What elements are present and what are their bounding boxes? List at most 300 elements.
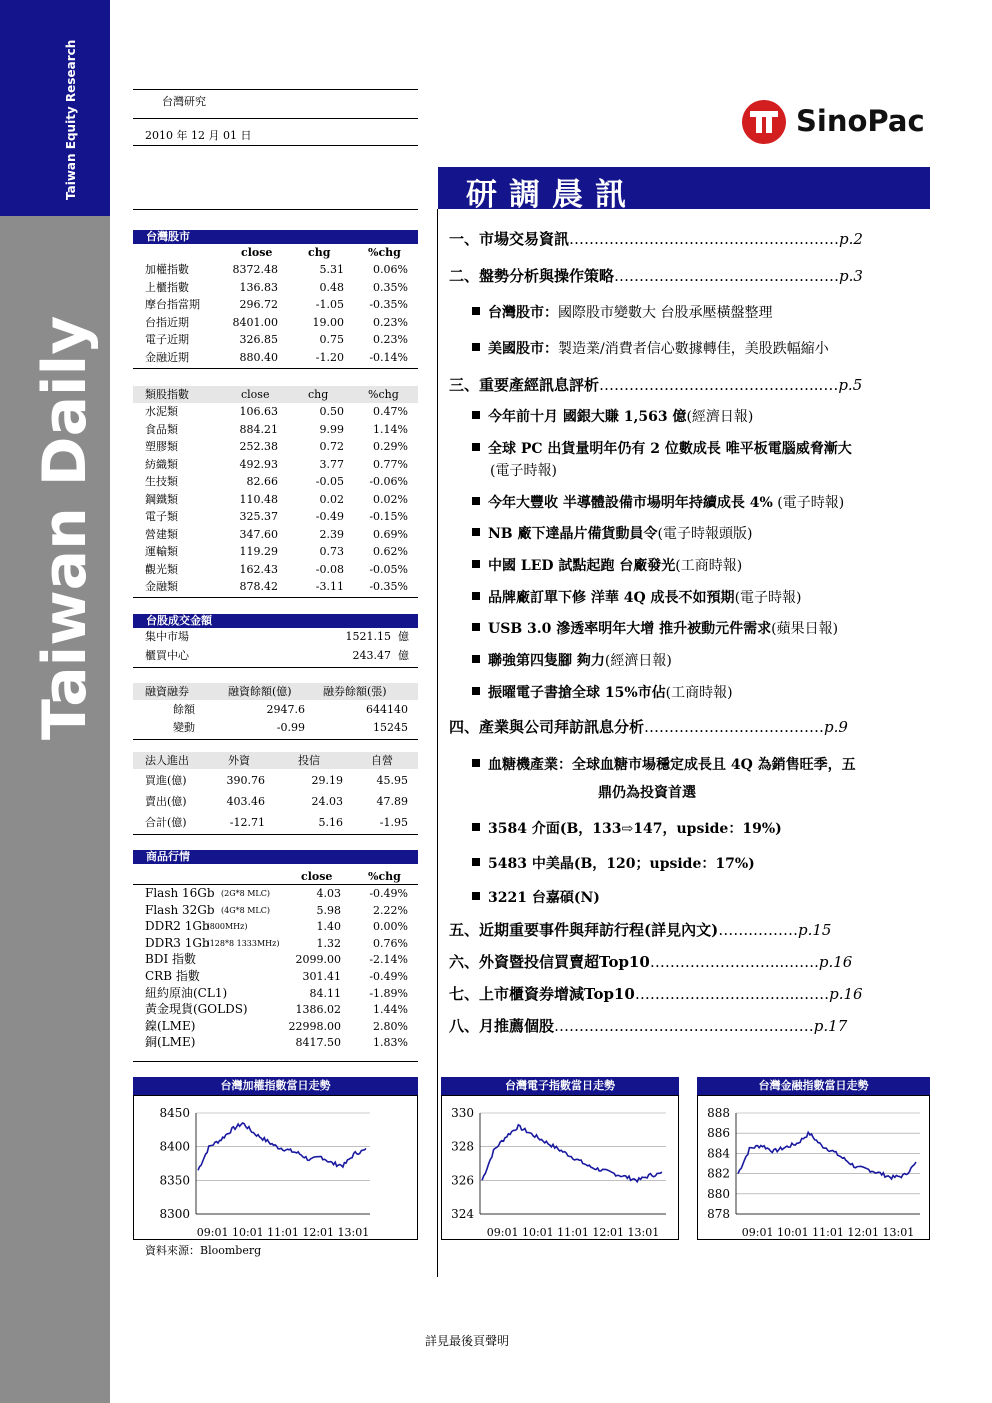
col-a: 融資餘額(億) (228, 685, 292, 698)
row-pct: -0.14% (369, 350, 408, 364)
row-close: 2099.00 (295, 953, 341, 967)
row-pct: -0.35% (369, 580, 408, 593)
y-tick-label: 882 (707, 1166, 730, 1181)
row-chg: 0.48 (319, 280, 344, 294)
taiwan-market-row (133, 296, 418, 313)
row-name: 食品類 (145, 422, 178, 436)
bullet-bold: 5483 中美晶(B，120；upside：17%) (488, 856, 755, 872)
row-name: 餘額 (173, 703, 195, 716)
row-b: 29.19 (311, 774, 343, 787)
row-chg: -1.05 (315, 298, 344, 311)
bullet-bold: 台灣股市： (488, 305, 558, 321)
bullet-item (472, 302, 772, 322)
commodities-heading: 商品行情 (133, 850, 418, 864)
y-tick-label: 326 (451, 1173, 474, 1188)
bullet-continuation: 鼎仍為投資首選 (598, 785, 696, 801)
row-close: 8401.00 (232, 315, 278, 329)
row-close: 884.21 (239, 422, 278, 436)
row-name: BDI 指數 (145, 952, 196, 967)
sector-row (133, 473, 418, 490)
bullet-item (472, 650, 672, 670)
row-close: 252.38 (239, 440, 278, 453)
col-name: 類股指數 (145, 388, 189, 401)
bullet-square-icon (472, 343, 480, 351)
bullet-square-icon (472, 892, 480, 900)
chart-taiex (133, 1095, 418, 1240)
row-name: 紐約原油(CL1) (145, 985, 228, 1000)
row-pct: -1.89% (369, 986, 408, 1000)
row-value: 243.47 (352, 649, 391, 662)
row-chg: 0.50 (319, 405, 344, 418)
toc-dots: …….……… (718, 921, 798, 939)
row-pct: -0.15% (369, 510, 408, 523)
row-pct: 0.23% (373, 315, 408, 329)
row-name: 集中市場 (145, 630, 189, 643)
row-name: Flash 16Gb (145, 886, 215, 900)
toc-label: 六、外資暨投信買賣超Top10 (449, 953, 650, 971)
toc-label: 一、市場交易資訊 (449, 230, 570, 248)
sidebar-subtitle: Taiwan Equity Research (64, 39, 78, 200)
sector-row (133, 403, 418, 420)
bullet-bold: 血糖機產業：全球血糖市場穩定成長且 4Q 為銷售旺季，五 (488, 757, 856, 773)
row-close: 880.40 (239, 350, 278, 364)
bullet-bold: 振曜電子書搶全球 15%市佔 (488, 685, 666, 701)
sector-header-row (133, 386, 418, 403)
row-b: 15245 (373, 721, 408, 734)
table-rule (133, 1061, 418, 1062)
x-tick-labels: 09:01 10:01 11:01 12:01 13:01 (196, 1226, 370, 1239)
logo-text: SinoPac (796, 104, 925, 138)
report-title-bar (438, 167, 930, 213)
bullet-bold: 品牌廠訂單下修 洋華 4Q 成長不如預期 (488, 590, 735, 606)
bullet-item (472, 438, 852, 458)
bullet-item (472, 754, 856, 774)
bullet-square-icon (472, 497, 480, 505)
sector-row (133, 561, 418, 578)
commodity-row (133, 902, 418, 919)
commodity-row (133, 1034, 418, 1051)
footer-disclaimer: 詳見最後頁聲明 (425, 1334, 510, 1348)
row-value: 1521.15 (345, 630, 391, 643)
col-name: 融資融券 (145, 685, 189, 698)
row-pct: 0.77% (373, 457, 408, 471)
sidebar-title: Taiwan Daily (30, 315, 100, 740)
bullet-bold: 3221 台嘉碩(N) (488, 890, 600, 906)
chart-taiex-svg (134, 1096, 419, 1241)
col-a: 外資 (228, 754, 250, 767)
row-close: 1386.02 (295, 1003, 341, 1017)
header-date: 2010 年 12 月 01 日 (145, 129, 252, 142)
toc-label: 三、重要產經訊息評析 (449, 376, 600, 394)
row-chg: -1.20 (315, 350, 344, 364)
bullet-item (472, 523, 752, 543)
chart-title-electronics: 台灣電子指數當日走勢 (441, 1077, 679, 1095)
row-name: 水泥類 (145, 405, 178, 418)
bullet-text: 製造業/消費者信心數據轉佳，美股跌幅縮小 (558, 341, 829, 357)
turnover-row (133, 628, 418, 645)
col-chg: chg (308, 388, 329, 401)
row-name: 鎳(LME) (145, 1018, 196, 1033)
inst-row (133, 772, 418, 789)
row-chg: -0.49 (315, 510, 344, 523)
row-close: 5.98 (316, 903, 341, 917)
bullet-text: (經濟日報) (604, 653, 672, 669)
row-chg: 0.72 (319, 440, 344, 453)
row-close: 136.83 (239, 280, 278, 294)
row-close: 119.29 (239, 545, 278, 558)
row-close: 326.85 (239, 333, 278, 346)
row-chg: -0.05 (315, 475, 344, 488)
y-tick-label: 8300 (159, 1207, 190, 1221)
y-tick-label: 328 (451, 1139, 474, 1154)
toc-item (449, 919, 831, 940)
row-pct: -0.49% (369, 970, 408, 983)
margin-row (133, 701, 418, 718)
row-pct: 2.22% (373, 903, 408, 917)
table-rule (133, 597, 418, 598)
bullet-bold: 今年前十月 國銀大賺 1,563 億 (488, 409, 687, 425)
col-name: 法人進出 (145, 754, 189, 767)
row-name: Flash 32Gb (145, 902, 215, 917)
y-tick-label: 8350 (159, 1173, 190, 1188)
row-pct: 0.35% (373, 280, 408, 294)
bullet-square-icon (472, 411, 480, 419)
col-c: 自營 (371, 754, 393, 767)
commodity-row (133, 935, 418, 952)
bullet-square-icon (472, 858, 480, 866)
source-note: 資料來源：Bloomberg (145, 1244, 262, 1257)
bullet-square-icon (472, 592, 480, 600)
toc-page: p.3 (839, 267, 863, 285)
row-pct: -0.05% (369, 562, 408, 576)
row-close: 325.37 (239, 510, 278, 523)
taiwan-market-row (133, 331, 418, 348)
sector-row (133, 491, 418, 508)
toc-label: 七、上市櫃資券增減Top10 (449, 985, 635, 1003)
row-chg: 0.75 (319, 333, 344, 346)
header-rule (133, 89, 418, 90)
col-close: close (301, 870, 333, 883)
toc-label: 八、月推薦個股 (449, 1017, 555, 1035)
x-tick-labels: 09:01 10:01 11:01 12:01 13:01 (486, 1226, 660, 1239)
commodity-row (133, 918, 418, 935)
chart-finance-svg (698, 1096, 931, 1241)
row-pct: 1.83% (373, 1036, 408, 1050)
taiwan-market-heading: 台灣股市 (133, 230, 418, 244)
row-name: 買進(億) (145, 774, 187, 787)
chart-electronics (441, 1095, 679, 1240)
col-close: close (241, 246, 273, 259)
row-name: DDR3 1Gb (145, 935, 210, 950)
toc-page: p.17 (813, 1017, 848, 1035)
row-name: 電子近期 (145, 333, 189, 346)
header-rule (133, 209, 418, 210)
x-tick-labels: 09:01 10:01 11:01 12:01 13:01 (741, 1226, 915, 1239)
row-close: 4.03 (316, 887, 341, 900)
bullet-bold: 聯強第四隻腳 夠力 (488, 653, 605, 669)
turnover-row (133, 647, 418, 664)
header-rule (133, 145, 418, 146)
row-name: 櫃買中心 (145, 649, 189, 662)
row-close: 84.11 (309, 986, 341, 1000)
report-title: 研調晨訊 (466, 177, 638, 213)
row-pct: 0.62% (373, 545, 408, 558)
row-note: (128*8 1333MHz) (206, 938, 280, 948)
row-pct: 0.76% (373, 936, 408, 950)
sector-row (133, 421, 418, 438)
row-name: DDR2 1Gb (145, 919, 210, 934)
toc-page: p.16 (818, 953, 853, 971)
row-close: 82.66 (246, 475, 278, 488)
table-rule (133, 834, 418, 835)
row-a: 403.46 (226, 795, 265, 808)
row-name: 紡織類 (145, 457, 178, 471)
bullet-square-icon (472, 759, 480, 767)
row-name: CRB 指數 (145, 969, 200, 983)
sector-row (133, 508, 418, 525)
row-pct: 2.80% (373, 1019, 408, 1033)
bullet-item (472, 555, 742, 575)
row-close: 347.60 (239, 527, 278, 541)
bullet-square-icon (472, 623, 480, 631)
inst-row (133, 814, 418, 831)
row-pct: 0.69% (373, 527, 408, 541)
toc-item (449, 1015, 847, 1036)
series-line (738, 1132, 916, 1179)
row-chg: -3.11 (315, 580, 344, 593)
row-close: 106.63 (239, 405, 278, 418)
row-name: 電子類 (145, 510, 178, 523)
toc-page: p.5 (838, 376, 863, 394)
taiwan-market-row (133, 279, 418, 296)
bullet-item (472, 818, 782, 838)
row-pct: 0.06% (373, 263, 408, 276)
row-pct: 1.44% (373, 1003, 408, 1017)
row-unit: 億 (398, 630, 409, 643)
toc-item (449, 951, 852, 972)
row-close: 110.48 (239, 492, 278, 506)
taiwan-market-row (133, 261, 418, 278)
bullet-item (472, 853, 755, 873)
bullet-continuation: (電子時報) (490, 463, 557, 479)
row-name: 金融近期 (145, 350, 189, 364)
row-close: 1.40 (316, 920, 341, 934)
toc-dots: ……………………………………………… (569, 230, 840, 248)
commodity-row (133, 985, 418, 1002)
row-pct: -0.35% (369, 298, 408, 311)
sector-row (133, 543, 418, 560)
row-a: -12.71 (229, 816, 265, 829)
bullet-item (472, 682, 733, 702)
toc-item (449, 983, 863, 1004)
row-chg: 0.02 (319, 492, 344, 506)
bullet-bold: USB 3.0 滲透率明年大增 推升被動元件需求 (488, 621, 772, 637)
row-pct: -2.14% (369, 953, 408, 967)
bullet-bold: 今年大豐收 半導體設備市場明年持續成長 4% (488, 495, 773, 511)
row-name: 合計(億) (145, 816, 187, 829)
row-close: 492.93 (239, 457, 278, 471)
row-chg: 9.99 (319, 422, 344, 436)
col-b: 融券餘額(張) (323, 685, 387, 698)
bullet-text: (工商時報) (675, 558, 743, 574)
row-pct: 0.23% (373, 333, 408, 346)
sinopac-logo-icon (742, 100, 786, 144)
col-b: 投信 (298, 754, 320, 767)
toc-dots: ……………………………………… (614, 267, 840, 285)
row-note: (4G*8 MLC) (221, 905, 270, 915)
row-pct: 1.14% (373, 422, 408, 436)
row-close: 22998.00 (288, 1019, 341, 1033)
commodity-row (133, 1001, 418, 1018)
turnover-heading: 台股成交金額 (133, 614, 418, 628)
col-pct: %chg (368, 246, 401, 259)
row-b: 24.03 (311, 795, 343, 808)
bullet-item (472, 406, 753, 426)
bullet-item (472, 618, 838, 638)
sidebar-top-band (0, 0, 110, 216)
column-divider (437, 209, 438, 1277)
row-name: 塑膠類 (145, 440, 178, 453)
sector-row (133, 438, 418, 455)
toc-page: p.15 (797, 921, 832, 939)
bullet-text: (電子時報頭版) (657, 526, 753, 542)
y-tick-label: 886 (707, 1126, 730, 1141)
row-close: 8417.50 (295, 1036, 341, 1050)
row-chg: 3.77 (319, 457, 344, 471)
row-name: 變動 (173, 721, 195, 734)
toc-page: p.16 (829, 985, 863, 1003)
toc-page: p.2 (839, 230, 863, 248)
bullet-text: (經濟日報) (686, 409, 754, 425)
col-pct: %chg (368, 870, 401, 883)
row-b: 644140 (366, 703, 408, 716)
row-note: (2G*8 MLC) (221, 889, 270, 898)
toc-dots: …………….……………………………… (554, 1017, 814, 1035)
inst-header-row (133, 752, 418, 769)
row-a: -0.99 (276, 721, 305, 734)
toc-item (449, 265, 863, 286)
bullet-bold: 美國股市： (488, 341, 558, 357)
row-close: 162.43 (239, 562, 278, 576)
bullet-text: (電子時報) (734, 590, 802, 606)
chart-electronics-svg (442, 1096, 680, 1241)
toc-dots: ……………………...……. (649, 953, 819, 971)
commodity-row (133, 1018, 418, 1035)
bullet-text: (電子時報) (772, 495, 845, 511)
row-c: -1.95 (379, 816, 408, 829)
series-line (482, 1125, 662, 1182)
bullet-bold: 中國 LED 試點起跑 台廠發光 (488, 558, 676, 574)
row-name: 觀光類 (145, 562, 178, 576)
row-c: 47.89 (376, 795, 408, 808)
bullet-item (472, 338, 829, 358)
row-c: 45.95 (376, 774, 408, 787)
y-tick-label: 878 (707, 1207, 730, 1221)
bullet-text: (工商時報) (665, 685, 733, 701)
row-chg: -0.08 (315, 562, 344, 576)
row-chg: 5.31 (319, 263, 344, 276)
row-a: 2947.6 (266, 703, 305, 716)
row-close: 878.42 (239, 580, 278, 593)
row-name: 台指近期 (145, 315, 189, 329)
toc-dots: ……………………………… (644, 718, 825, 736)
row-pct: 0.02% (373, 492, 408, 506)
margin-row (133, 719, 418, 736)
row-pct: 0.47% (373, 405, 408, 418)
bullet-bold: NB 廠下達晶片備貨動員令 (488, 526, 658, 542)
row-b: 5.16 (318, 816, 343, 829)
row-name: 賣出(億) (145, 795, 187, 808)
row-chg: 19.00 (312, 315, 344, 329)
row-a: 390.76 (226, 774, 265, 787)
row-pct: -0.06% (369, 475, 408, 488)
bullet-square-icon (472, 823, 480, 831)
row-name: 鋼鐵類 (145, 492, 178, 506)
bullet-text: 國際股市變數大 台股承壓橫盤整理 (558, 305, 773, 321)
chart-title-taiex: 台灣加權指數當日走勢 (133, 1077, 418, 1095)
toc-label: 五、近期重要事件與拜訪行程(詳見內文) (449, 921, 719, 939)
bullet-square-icon (472, 307, 480, 315)
row-name: 金融類 (145, 580, 178, 593)
toc-page: p.9 (824, 718, 848, 736)
bullet-square-icon (472, 560, 480, 568)
row-pct: 0.29% (373, 440, 408, 453)
commodity-row (133, 968, 418, 985)
col-chg: chg (308, 246, 331, 259)
y-tick-label: 8450 (159, 1106, 190, 1120)
row-chg: 2.39 (319, 527, 344, 541)
row-close: 1.32 (316, 936, 341, 950)
row-name: 上櫃指數 (145, 280, 189, 294)
sector-row (133, 526, 418, 543)
bullet-bold: 3584 介面(B，133⇨147，upside：19%) (488, 821, 782, 837)
bullet-item (472, 587, 802, 607)
bullet-item (472, 492, 844, 512)
sector-row (133, 578, 418, 595)
toc-item (449, 228, 863, 249)
toc-label: 二、盤勢分析與操作策略 (449, 267, 615, 285)
row-name: 營建類 (145, 527, 178, 541)
row-unit: 億 (398, 649, 409, 662)
margin-header-row (133, 683, 418, 700)
bullet-square-icon (472, 528, 480, 536)
row-chg: 0.73 (319, 545, 344, 558)
row-pct: 0.00% (373, 920, 408, 934)
bullet-square-icon (472, 655, 480, 663)
toc-item (449, 374, 862, 395)
col-pct: %chg (368, 388, 399, 401)
y-tick-label: 888 (707, 1106, 730, 1120)
bullet-text: (蘋果日報) (771, 621, 839, 637)
inst-row (133, 793, 418, 810)
commodity-row (133, 885, 418, 902)
taiwan-market-header-row (133, 244, 418, 261)
row-name: 加權指數 (145, 263, 189, 276)
toc-label: 四、產業與公司拜訪訊息分析 (449, 718, 645, 736)
table-rule (133, 667, 418, 668)
col-close: close (241, 388, 270, 401)
row-name: 摩台指當期 (145, 298, 200, 311)
row-name: 銅(LME) (145, 1035, 196, 1050)
row-pct: -0.49% (369, 887, 408, 900)
bullet-bold: 全球 PC 出貨量明年仍有 2 位數成長 唯平板電腦威脅漸大 (488, 441, 852, 457)
row-close: 8372.48 (232, 263, 278, 276)
toc-dots: ……………………………………...… (599, 376, 839, 394)
y-tick-label: 324 (451, 1207, 474, 1221)
toc-dots: …………………………...…… (634, 985, 830, 1003)
commodities-header-row (133, 868, 418, 885)
row-close: 296.72 (239, 298, 278, 311)
